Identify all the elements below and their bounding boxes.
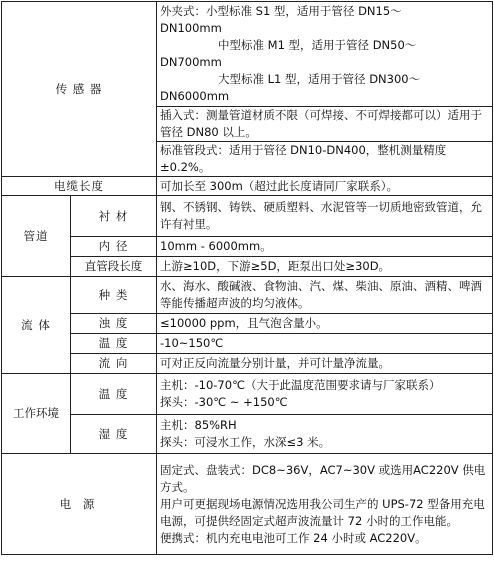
env-humidity-probe: 探头：可浸水工作，水深≤3 米。 — [160, 435, 331, 449]
clamp-large: 大型标准 L1 型，适用于管径 DN300～ — [218, 72, 421, 86]
fluid-direction-label: 流 向 — [71, 354, 157, 374]
pipe-material-value: 钢、不锈钢、铸铁、硬质塑料、水泥管等一切质地密致管道，允许有衬里。 — [157, 196, 493, 237]
fluid-label: 流 体 — [2, 277, 71, 374]
env-humidity-row — [2, 415, 493, 454]
env-humidity-cell — [157, 415, 493, 454]
insertion-cell: 插入式：测量管道材质不限（可焊接、不可焊接都可以）适用于管径 DN80 以上。 — [157, 107, 493, 142]
clamp-medium: 中型标准 M1 型，适用于管径 DN50～ — [218, 38, 417, 52]
clamp-on-cell — [157, 2, 493, 107]
power-portable: 便携式：机内充电电池可工作 24 小时或 AC220V。 — [160, 530, 427, 545]
pipe-diameter-row — [2, 237, 493, 257]
env-humidity-host: 主机：85%RH — [160, 418, 237, 432]
power-row — [2, 454, 493, 555]
fluid-turbidity-row — [2, 314, 493, 334]
power-fixed: 固定式、盘装式：DC8~36V，AC7~30V 或选用AC220V 供电方式。 — [160, 462, 486, 494]
clamp-large-cont: DN6000mm — [160, 89, 230, 103]
cable-value: 可加长至 300m（超过此长度请同厂家联系）。 — [157, 177, 493, 196]
clamp-small-cont: DN100mm — [160, 21, 222, 35]
pipe-diameter-label: 内 径 — [71, 237, 157, 257]
env-temp-row — [2, 374, 493, 415]
spool-cell: 标准管段式：适用于管径 DN10-DN400，整机测量精度±0.2%。 — [157, 142, 493, 177]
env-temp-host: 主机：-10-70℃（大于此温度范围要求请与厂家联系） — [160, 378, 441, 392]
cable-label: 电缆长度 — [2, 177, 157, 196]
pipe-label: 管道 — [2, 196, 71, 277]
fluid-temp-row — [2, 334, 493, 354]
env-temp-cell — [157, 374, 493, 415]
pipe-material-row — [2, 196, 493, 237]
sensor-row — [2, 2, 493, 107]
environment-label: 工作环境 — [2, 374, 71, 454]
power-label: 电 源 — [2, 454, 157, 555]
cable-row — [2, 177, 493, 196]
fluid-temp-value: -10~150℃ — [157, 334, 493, 354]
sensor-label: 传 感 器 — [2, 2, 157, 177]
env-temp-label: 温 度 — [71, 374, 157, 415]
fluid-turbidity-value: ≤10000 ppm，且气泡含量小。 — [157, 314, 493, 334]
spec-table — [1, 1, 493, 555]
power-ups: 用户可更据现场电源情况选用我公司生产的 UPS-72 型备用充电电源，可提供经固定式超声波流量计 72 小时的工作电能。 — [160, 496, 485, 528]
fluid-type-label: 种 类 — [71, 277, 157, 314]
pipe-straight-value: 上游≥10D，下游≥5D，距泵出口处≥30D。 — [157, 257, 493, 277]
fluid-turbidity-label: 浊 度 — [71, 314, 157, 334]
power-cell — [157, 454, 493, 555]
pipe-straight-row — [2, 257, 493, 277]
pipe-straight-label: 直管段长度 — [71, 257, 157, 277]
env-temp-probe: 探头：-30℃ ~ +150℃ — [160, 395, 288, 409]
fluid-type-value: 水、海水、酸碱液、食物油、汽、煤、柴油、原油、酒精、啤酒等能传播超声波的均匀液体。 — [157, 277, 493, 314]
pipe-diameter-value: 10mm - 6000mm。 — [157, 237, 493, 257]
fluid-direction-row — [2, 354, 493, 374]
fluid-direction-value: 可对正反向流量分别计量，并可计量净流量。 — [157, 354, 493, 374]
clamp-medium-cont: DN700mm — [160, 55, 222, 69]
fluid-type-row — [2, 277, 493, 314]
clamp-small: 外夹式：小型标准 S1 型，适用于管径 DN15～ — [160, 4, 402, 18]
pipe-material-label: 衬 材 — [71, 196, 157, 237]
fluid-temp-label: 温 度 — [71, 334, 157, 354]
env-humidity-label: 湿 度 — [71, 415, 157, 454]
